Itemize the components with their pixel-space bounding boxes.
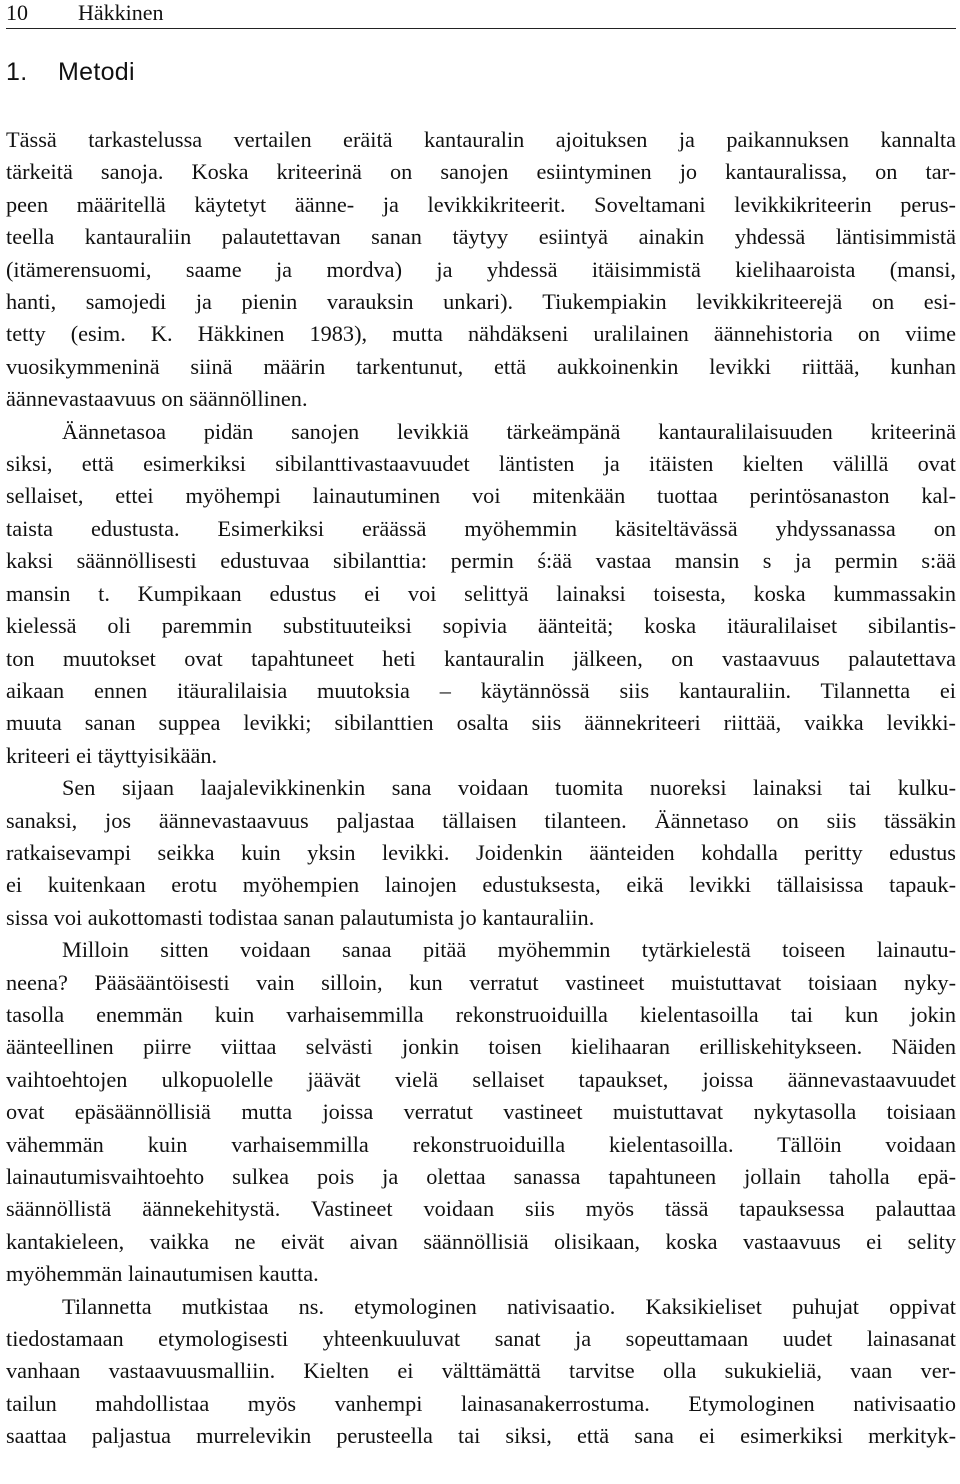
text-line: tärkeitä sanoja. Koska kriteerinä on sanojen esiintyminen jo kantauralissa, on tar- <box>6 159 956 185</box>
text-line: ei kuitenkaan erotu myöhempien lainojen edustuksesta, eikä levikki tällaisissa tapauk- <box>6 872 956 898</box>
text-line: ratkaisevampi seikka kuin yksin levikki. Joidenkin äänteiden kohdalla peritty edustus <box>6 839 956 865</box>
text-line: äännevastaavuus on säännöllinen. <box>6 386 308 412</box>
text-line: taista edustusta. Esimerkiksi eräässä myöhemmin käsiteltävässä yhdyssanassa on <box>6 515 956 541</box>
text-line: ovat epäsäännöllisiä mutta joissa verratut vastineet muistuttavat nykytasolla toisiaan <box>6 1099 956 1125</box>
text-line: Sen sijaan laajalevikkinenkin sana voidaan tuomita nuoreksi lainaksi tai kulku- <box>62 775 956 801</box>
body-text <box>6 124 956 1453</box>
text-line: vuosikymmeninä siinä määrin tarkentunut, että aukkoinenkin levikki riittää, kunhan <box>6 353 956 379</box>
text-line: tiedostamaan etymologisesti yhteenkuuluvat sanat ja sopeuttamaan uudet lainasanat <box>6 1326 956 1352</box>
paragraph-3 <box>6 772 956 934</box>
text-line: sanaksi, jos äännevastaavuus paljastaa tällaisen tilanteen. Äännetaso on siis tässäkin <box>6 807 956 833</box>
text-line: Äännetasoa pidän sanojen levikkiä tärkeämpänä kantauralilaisuuden kriteerinä <box>62 418 956 444</box>
text-line: sellaiset, ettei myöhempi lainautuminen voi mitenkään tuottaa perintösanaston kal- <box>6 483 956 509</box>
text-line: hanti, samojedi ja pienin varauksin unkari). Tiukempiakin levikkikriteerejä on esi- <box>6 289 956 315</box>
text-line: kriteeri ei täyttyisikään. <box>6 742 218 768</box>
text-line: tasolla enemmän kuin varhaisemmilla rekonstruoiduilla kielentasoilla tai kun jokin <box>6 1001 956 1027</box>
page-number: 10 <box>6 0 28 25</box>
text-line: peen määritellä käytetyt äänne- ja levikkikriteerit. Soveltamani levikkikriteerin perus- <box>6 191 956 217</box>
section-heading <box>6 56 135 88</box>
text-line: sissa voi aukottomasti todistaa sanan palautumista jo kantauraliin. <box>6 904 595 930</box>
text-line: säännöllistä äännekehitystä. Vastineet voidaan siis myös tässä tapauksessa palauttaa <box>6 1196 956 1222</box>
text-line: muuta sanan suppea levikki; sibilanttien osalta siis äännekriteeri riittää, vaikka levikki- <box>6 710 956 736</box>
text-line: vaihtoehtojen ulkopuolelle jäävät vielä sellaiset tapaukset, joissa äännevastaavuudet <box>6 1066 956 1092</box>
text-line: myöhemmän lainautumisen kautta. <box>6 1261 319 1287</box>
text-line: kaksi säännöllisesti edustuvaa sibilanttia: permin ś:ää vastaa mansin s ja permin s:ää <box>6 548 956 574</box>
text-line: neena? Pääsääntöisesti vain silloin, kun verratut vastineet muistuttavat toisiaan nyky- <box>6 969 956 995</box>
running-header <box>6 0 956 29</box>
text-line: Tilannetta mutkistaa ns. etymologinen nativisaatio. Kaksikieliset puhujat oppivat <box>62 1293 956 1319</box>
text-line: Tässä tarkastelussa vertailen eräitä kantauralin ajoituksen ja paikannuksen kannalta <box>6 127 956 152</box>
section-title: Metodi <box>58 58 135 86</box>
text-line: aikaan ennen itäuralilaisia muutoksia – käytännössä siis kantauraliin. Tilannetta ei <box>6 677 956 703</box>
paragraph-4 <box>6 934 956 1290</box>
paragraph-2 <box>6 416 956 772</box>
text-line: saattaa paljastua murrelevikin perusteella tai siksi, että sana ei esimerkiksi merkityk- <box>6 1423 956 1449</box>
text-line: teella kantauraliin palautettavan sanan täytyy esiintyä ainakin yhdessä läntisimmistä <box>6 224 956 250</box>
text-line: Milloin sitten voidaan sanaa pitää myöhemmin tytärkielestä toiseen lainautu- <box>62 937 956 963</box>
text-line: tailun mahdollistaa myös vanhempi lainasanakerrostuma. Etymologinen nativisaatio <box>6 1390 956 1416</box>
paragraph-5 <box>6 1291 956 1453</box>
text-line: vanhaan vastaavuusmalliin. Kielten ei välttämättä tarvitse olla sukukieliä, vaan ver- <box>6 1358 956 1384</box>
text-line: äänteellinen piirre viittaa selvästi jonkin toisen kielihaaran erilliskehitykseen. Näiden <box>6 1034 956 1060</box>
text-line: mansin t. Kumpikaan edustus ei voi selittyä lainaksi toisesta, koska kummassakin <box>6 580 956 606</box>
section-number: 1. <box>6 58 28 86</box>
text-line: kielessä oli paremmin substituuteiksi sopivia äänteitä; koska itäuralilaiset sibilantis- <box>6 613 956 639</box>
paragraph-1 <box>6 124 956 416</box>
text-line: kantakieleen, vaikka ne eivät aivan säännöllisiä olisikaan, koska vastaavuus ei selity <box>6 1228 956 1254</box>
text-line: tetty (esim. K. Häkkinen 1983), mutta nähdäkseni uralilainen äännehistoria on viime <box>6 321 956 347</box>
text-line: (itämerensuomi, saame ja mordva) ja yhdessä itäisimmistä kielihaaroista (mansi, <box>6 256 956 282</box>
text-line: ton muutokset ovat tapahtuneet heti kantauralin jälkeen, on vastaavuus palautettava <box>6 645 956 671</box>
text-line: vähemmän kuin varhaisemmilla rekonstruoiduilla kielentasoilla. Tällöin voidaan <box>6 1131 956 1157</box>
text-line: siksi, että esimerkiksi sibilanttivastaavuudet läntisten ja itäisten kielten välillä ovat <box>6 451 956 477</box>
text-line: lainautumisvaihtoehto sulkea pois ja olettaa sanassa tapahtuneen jollain taholla epä- <box>6 1164 956 1189</box>
running-head-author: Häkkinen <box>78 0 164 25</box>
